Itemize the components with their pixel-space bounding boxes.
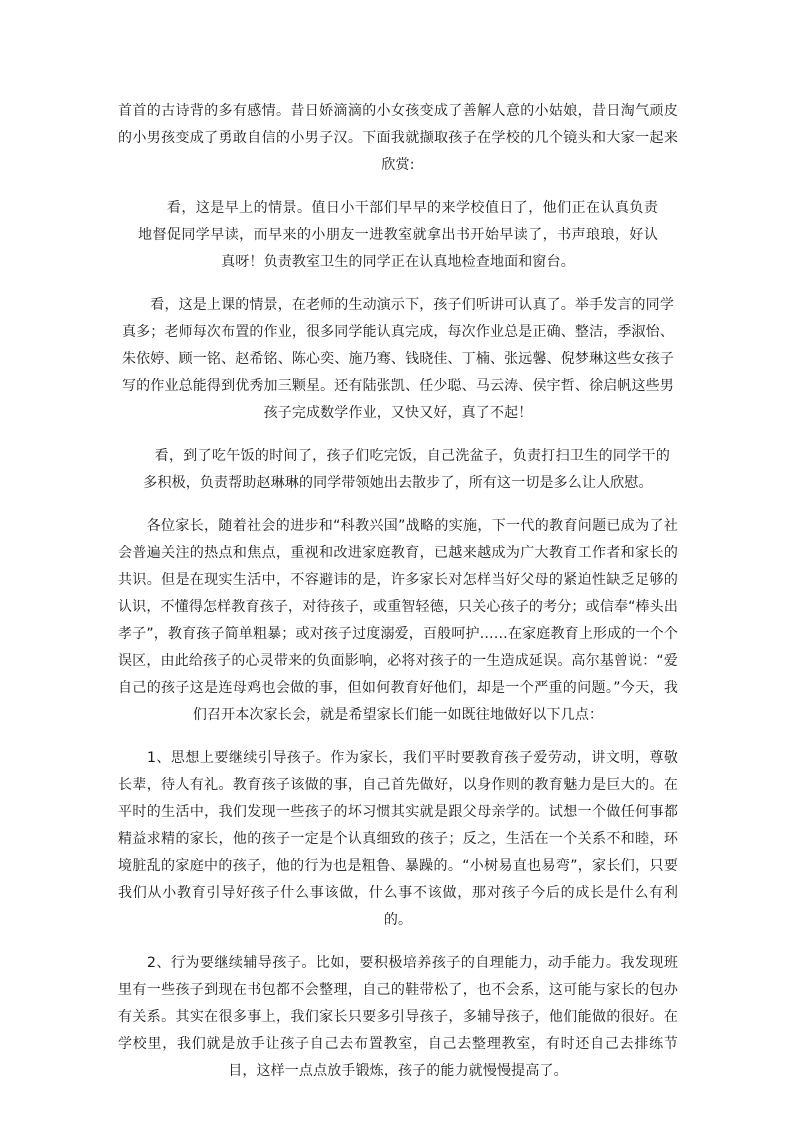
paragraph-point-2: 2、行为要继续辅导孩子。比如，要积极培养孩子的自理能力，动手能力。我发现班里有一些孩子到现在书包都不会整理，自己的鞋带松了，也不会系，这可能与家长的包办有关系。其实在很多事上，我们家长只要多引导孩子，多辅导孩子，他们能做的很好。在学校里，我们就是放手让孩子自己去布置教室，自己去整理教室，有时还自己去排练节目，这样一点点放手锻炼，孩子的能力就慢慢提高了。 <box>118 955 678 1079</box>
paragraph-intro: 首首的古诗背的多有感情。昔日娇滴滴的小女孩变成了善解人意的小姑娘，昔日淘气顽皮的小男孩变成了勇敢自信的小男子汉。下面我就撷取孩子在学校的几个镜头和大家一起来欣赏: <box>118 103 678 173</box>
paragraph-lunch-scene: 看，到了吃午饭的时间了，孩子们吃完饭，自己洗盆子，负责打扫卫生的同学干的多积极，负责帮助赵琳琳的同学带领她出去散步了，所有这一切是多么让人欣慰。 <box>126 448 670 491</box>
paragraph-point-1: 1、思想上要继续引导孩子。作为家长，我们平时要教育孩子爱劳动，讲文明，尊敬长辈，待人有礼。教育孩子该做的事，自己首先做好，以身作则的教育魅力是巨大的。在平时的生活中，我们发现一些孩子的坏习惯其实就是跟父母亲学的。试想一个做任何事都精益求精的家长，他的孩子一定是个认真细致的孩子；反之，生活在一个关系不和睦，环境脏乱的家庭中的孩子，他的行为也是粗鲁、暴躁的。“小树易直也易弯”，家长们，只要我们从小教育引导好孩子什么事该做，什么事不该做，那对孩子今后的成长是什么有利的。 <box>118 750 678 928</box>
document-page <box>118 98 678 1085</box>
paragraph-class-scene: 看，这是上课的情景，在老师的生动演示下，孩子们听讲可认真了。举手发言的同学真多；老师每次布置的作业，很多同学能认真完成，每次作业总是正确、整洁，季淑怡、朱依婷、顾一铭、赵希铭、陈心奕、施乃骞、钱晓佳、丁楠、张远馨、倪梦琳这些女孩子写的作业总能得到优秀加三颗星。还有陆张凯、任少聪、马云涛、侯宇哲、徐启帆这些男孩子完成数学作业，又快又好，真了不起！ <box>122 297 674 421</box>
paragraph-morning-scene: 看，这是早上的情景。值日小干部们早早的来学校值日了，他们正在认真负责地督促同学早读，而早来的小朋友一进教室就拿出书开始早读了，书声琅琅，好认真呀！负责教室卫生的同学正在认真地检查地面和窗台。 <box>138 200 658 270</box>
paragraph-parents-address: 各位家长，随着社会的进步和“科教兴国”战略的实施，下一代的教育问题已成为了社会普遍关注的热点和焦点，重视和改进家庭教育，已越来越成为广大教育工作者和家长的共识。但是在现实生活中，不容避讳的是，许多家长对怎样当好父母的紧迫性缺乏足够的认识，不懂得怎样教育孩子，对待孩子，或重智轻德，只关心孩子的考分；或信奉“棒头出孝子”，教育孩子简单粗暴；或对孩子过度溺爱，百般呵护……在家庭教育上形成的一个个误区，由此给孩子的心灵带来的负面影响，必将对孩子的一生造成延误。高尔基曾说：“爱自己的孩子这是连母鸡也会做的事，但如何教育好他们，却是一个严重的问题。”今天，我们召开本次家长会，就是希望家长们能一如既往地做好以下几点： <box>118 518 678 723</box>
